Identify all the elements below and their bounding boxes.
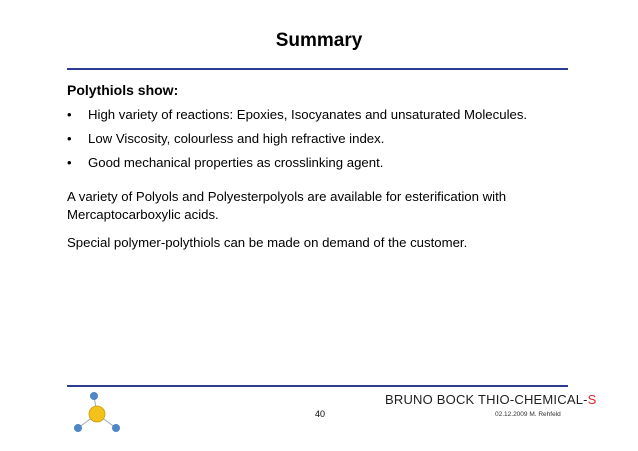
list-item <box>67 107 527 131</box>
brand-name: BRUNO BOCK THIO-CHEMICAL- <box>385 392 588 407</box>
slide-title: Summary <box>275 30 363 51</box>
bullet-icon: • <box>67 131 72 146</box>
brand-accent: S <box>587 392 597 407</box>
footer-date-author: 02.12.2009 M. Rehfeld <box>495 411 561 418</box>
bullet-text: High variety of reactions: Epoxies, Isocyanates and unsaturated Molecules. <box>88 107 528 122</box>
bullet-icon: • <box>67 155 72 170</box>
bullet-text: Good mechanical properties as crosslinking agent. <box>88 155 384 170</box>
list-item <box>67 155 527 179</box>
bottom-divider <box>67 385 568 387</box>
list-item <box>67 131 527 155</box>
bullet-list <box>67 107 527 179</box>
bullet-text: Low Viscosity, colourless and high refractive index. <box>88 131 385 146</box>
paragraph-special-polymers: Special polymer-polythiols can be made on demand of the customer. <box>67 235 468 250</box>
paragraph-polyols: A variety of Polyols and Polyesterpolyols are available for esterification with Mercaptocarboxylic acids. <box>67 189 507 222</box>
molecule-logo-icon <box>70 390 124 438</box>
company-brand <box>385 392 597 407</box>
page-number: 40 <box>314 409 325 419</box>
section-heading: Polythiols show: <box>67 82 179 98</box>
top-divider <box>67 68 568 70</box>
bullet-icon: • <box>67 107 72 122</box>
